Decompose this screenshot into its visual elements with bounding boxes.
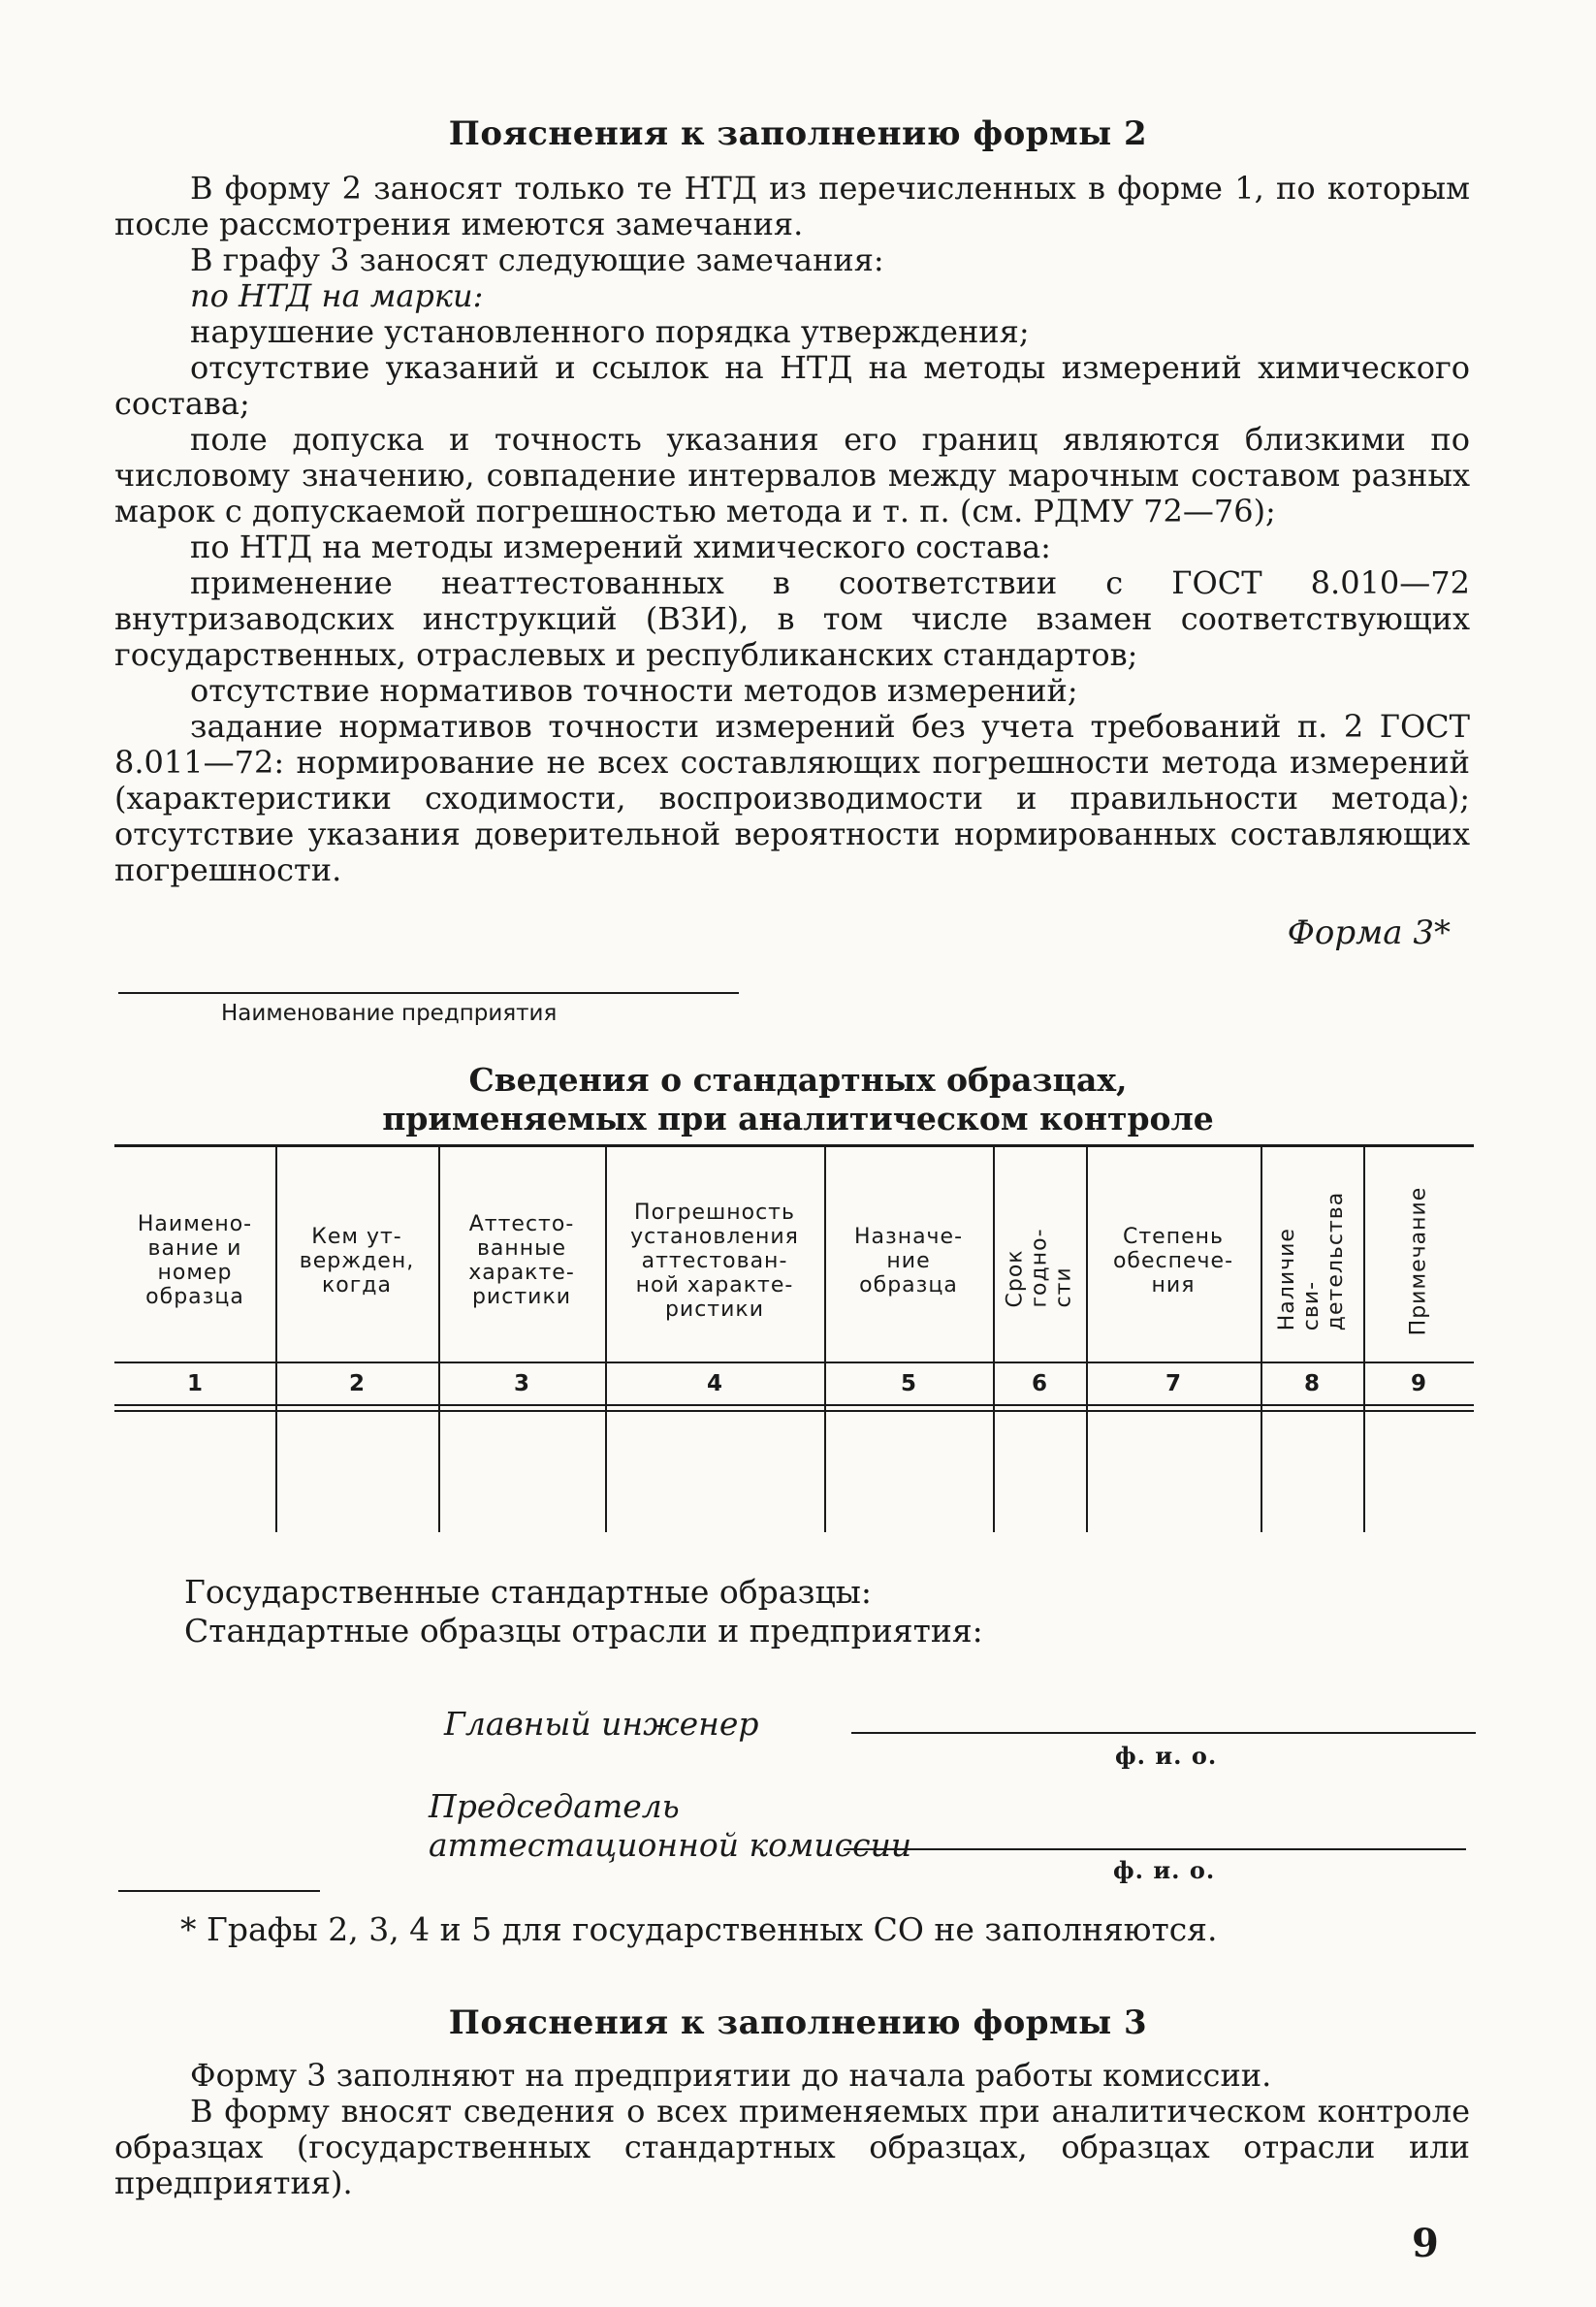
paragraph: по НТД на марки:	[190, 277, 484, 314]
col-header-9	[1363, 1164, 1474, 1358]
footnote-rule	[118, 1890, 320, 1892]
col-header-2	[275, 1164, 438, 1358]
chairman-line: Председатель	[429, 1787, 680, 1825]
signature-line	[851, 1732, 1476, 1734]
branch-samples-label: Стандартные образцы отрасли и предприятия:	[184, 1612, 983, 1650]
section2-text	[114, 171, 1470, 888]
table-top-rule	[114, 1144, 1474, 1147]
chairman-label	[429, 1787, 911, 1865]
section3-text	[114, 2058, 1470, 2201]
paragraph: поле допуска и точность указания его границ являются близкими по числовому значению, совпадение интервалов между марочным составом разных марок с допускаемой погрешностью метода и т. п. (см. РДМУ 72—76);	[114, 421, 1470, 529]
footnote: * Графы 2, 3, 4 и 5 для государственных СО не заполняются.	[180, 1910, 1218, 1948]
paragraph: В графу 3 заносят следующие замечания:	[190, 241, 884, 278]
col-number: 7	[1165, 1371, 1181, 1396]
col-header-1	[114, 1164, 275, 1358]
fio-caption: ф. и. о.	[1115, 1742, 1218, 1770]
state-samples-label: Государственные стандартные образцы:	[184, 1573, 873, 1611]
enterprise-caption: Наименование предприятия	[221, 1001, 558, 1026]
table-title-line: применяемых при аналитическом контроле	[382, 1100, 1214, 1137]
section2-title: Пояснения к заполнению формы 2	[448, 114, 1148, 153]
chief-engineer-label: Главный инженер	[444, 1705, 759, 1743]
col-header-8	[1261, 1164, 1363, 1358]
col-header-7	[1086, 1164, 1261, 1358]
table-title	[0, 1061, 1596, 1138]
fio-caption: ф. и. о.	[1113, 1856, 1216, 1884]
paragraph: отсутствие нормативов точности методов измерений;	[190, 672, 1078, 709]
paragraph: отсутствие указаний и ссылок на НТД на методы измерений химического состава;	[114, 349, 1470, 422]
paragraph: нарушение установленного порядка утверждения;	[190, 313, 1030, 350]
col-header-label: Погрешность установления аттестован- ной характе- ристики	[630, 1200, 799, 1322]
paragraph: В форму 2 заносят только те НТД из перечисленных в форме 1, по которым после рассмотрения имеются замечания.	[114, 170, 1470, 242]
col-number: 6	[1031, 1371, 1047, 1396]
form3-label: Форма 3*	[1287, 913, 1451, 952]
paragraph: применение неаттестованных в соответствии с ГОСТ 8.010—72 внутризаводских инструкций (ВЗИ), в том числе взамен соответствующих государственных, отраслевых и республиканских стандартов;	[114, 564, 1470, 673]
paragraph: Форму 3 заполняют на предприятии до начала работы комиссии.	[190, 2057, 1272, 2094]
col-number: 4	[706, 1371, 722, 1396]
samples-table	[114, 1144, 1474, 1532]
col-header-3	[438, 1164, 605, 1358]
col-number: 1	[186, 1371, 203, 1396]
col-header-label: Аттесто- ванные характе- ристики	[468, 1212, 575, 1309]
paragraph: В форму вносят сведения о всех применяемых при аналитическом контроле образцах (государственных стандартных образцах, образцах отрасли или предприятия).	[114, 2093, 1470, 2201]
paragraph: по НТД на методы измерений химического состава:	[190, 529, 1051, 565]
page-number: 9	[1412, 2221, 1439, 2266]
col-number: 3	[513, 1371, 529, 1396]
section3-title: Пояснения к заполнению формы 3	[448, 2003, 1148, 2042]
col-number: 9	[1410, 1371, 1426, 1396]
col-header-label: Кем ут- вержден, когда	[299, 1224, 415, 1298]
col-number: 5	[900, 1371, 916, 1396]
number-rule-double	[114, 1410, 1474, 1412]
sample-categories	[184, 1573, 983, 1650]
col-header-label: Примечание	[1406, 1186, 1431, 1335]
col-header-6	[993, 1164, 1086, 1358]
col-header-5	[824, 1164, 993, 1358]
col-header-label: Назначе- ние образца	[853, 1224, 964, 1298]
col-header-label: Наимено- вание и номер образца	[137, 1212, 253, 1309]
signature-line	[844, 1848, 1466, 1850]
col-header-label: Наличие сви- детельства	[1275, 1191, 1349, 1330]
col-number: 2	[348, 1371, 365, 1396]
chairman-line: аттестационной комиссии	[429, 1826, 912, 1864]
col-header-label: Степень обеспече- ния	[1112, 1224, 1234, 1298]
table-title-line: Сведения о стандартных образцах,	[468, 1061, 1128, 1099]
enterprise-line	[118, 992, 739, 994]
col-number: 8	[1303, 1371, 1320, 1396]
header-rule	[114, 1362, 1474, 1363]
col-header-4	[605, 1164, 824, 1358]
number-rule	[114, 1404, 1474, 1406]
col-header-label: Срок годно- сти	[1003, 1227, 1076, 1307]
paragraph: задание нормативов точности измерений без учета требований п. 2 ГОСТ 8.011—72: нормирование не всех составляющих погрешности метода измерений (характеристики сходимости, воспроизводимости и правильности метода); отсутствие указания доверительной вероятности нормированных составляющих погрешности.	[114, 708, 1470, 888]
